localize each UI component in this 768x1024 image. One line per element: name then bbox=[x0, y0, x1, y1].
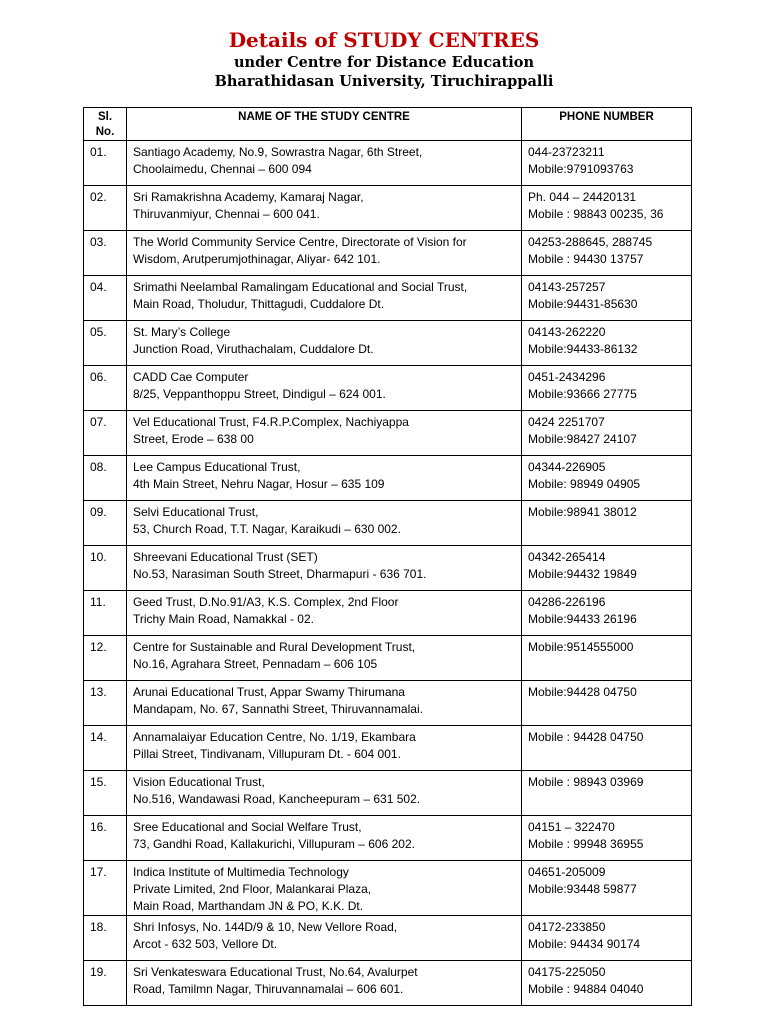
phone-line: Mobile : 98843 00235, 36 bbox=[528, 207, 664, 221]
centre-address-line: Srimathi Neelambal Ramalingam Educational and Social Trust, bbox=[133, 280, 468, 294]
centre-address-line: Arcot - 632 503, Vellore Dt. bbox=[133, 937, 278, 951]
centre-address-line: Street, Erode – 638 00 bbox=[133, 432, 254, 446]
cell-phone bbox=[522, 276, 692, 321]
phone-line: 04651-205009 bbox=[528, 865, 606, 879]
table-row bbox=[84, 726, 692, 771]
cell-phone bbox=[522, 681, 692, 726]
table-header-row bbox=[84, 108, 692, 141]
column-header-phone: PHONE NUMBER bbox=[522, 108, 692, 141]
cell-centre-name bbox=[127, 816, 522, 861]
table-row bbox=[84, 456, 692, 501]
centre-address-line: Sri Venkateswara Educational Trust, No.64, Avalurpet bbox=[133, 965, 418, 979]
cell-centre-name bbox=[127, 141, 522, 186]
phone-line: 04344-226905 bbox=[528, 460, 606, 474]
table-row bbox=[84, 276, 692, 321]
phone-line: 0424 2251707 bbox=[528, 415, 605, 429]
cell-centre-name bbox=[127, 546, 522, 591]
phone-line: Mobile:98427 24107 bbox=[528, 432, 637, 446]
centre-address-line: Indica Institute of Multimedia Technology bbox=[133, 865, 349, 879]
table-row bbox=[84, 771, 692, 816]
table-row bbox=[84, 591, 692, 636]
phone-line: 0451-2434296 bbox=[528, 370, 606, 384]
cell-centre-name bbox=[127, 231, 522, 276]
cell-phone bbox=[522, 726, 692, 771]
phone-line: Mobile:94428 04750 bbox=[528, 685, 637, 699]
phone-line: 04286-226196 bbox=[528, 595, 606, 609]
cell-sl-no: 01. bbox=[84, 141, 127, 186]
document-subtitle-institution: under Centre for Distance Education bbox=[233, 54, 534, 71]
cell-sl-no: 12. bbox=[84, 636, 127, 681]
centre-address-line: 8/25, Veppanthoppu Street, Dindigul – 624 001. bbox=[133, 387, 386, 401]
cell-sl-no: 11. bbox=[84, 591, 127, 636]
centre-address-line: CADD Cae Computer bbox=[133, 370, 249, 384]
phone-line: Mobile: 94434 90174 bbox=[528, 937, 641, 951]
centre-address-line: Private Limited, 2nd Floor, Malankarai Plaza, bbox=[133, 882, 372, 896]
centre-address-line: Sree Educational and Social Welfare Trust, bbox=[133, 820, 362, 834]
centre-address-line: Annamalaiyar Education Centre, No. 1/19, Ekambara bbox=[133, 730, 416, 744]
centre-address-line: Pillai Street, Tindivanam, Villupuram Dt. - 604 001. bbox=[133, 747, 401, 761]
centre-address-line: Road, Tamilmn Nagar, Thiruvannamalai – 606 601. bbox=[133, 982, 404, 996]
phone-line: 04172-233850 bbox=[528, 920, 606, 934]
table-row bbox=[84, 366, 692, 411]
cell-sl-no: 06. bbox=[84, 366, 127, 411]
centre-address-line: Main Road, Marthandam JN & PO, K.K. Dt. bbox=[133, 899, 364, 913]
phone-line: Mobile:94432 19849 bbox=[528, 567, 637, 581]
cell-phone bbox=[522, 961, 692, 1006]
centre-address-line: No.516, Wandawasi Road, Kancheepuram – 631 502. bbox=[133, 792, 421, 806]
cell-centre-name bbox=[127, 916, 522, 961]
table-row bbox=[84, 186, 692, 231]
centre-address-line: Selvi Educational Trust, bbox=[133, 505, 259, 519]
table-row bbox=[84, 681, 692, 726]
centre-address-line: 53, Church Road, T.T. Nagar, Karaikudi – 630 002. bbox=[133, 522, 401, 536]
cell-phone bbox=[522, 456, 692, 501]
cell-centre-name bbox=[127, 726, 522, 771]
centre-address-line: Vel Educational Trust, F4.R.P.Complex, Nachiyappa bbox=[133, 415, 409, 429]
cell-sl-no: 13. bbox=[84, 681, 127, 726]
centre-address-line: The World Community Service Centre, Directorate of Vision for bbox=[133, 235, 467, 249]
cell-sl-no: 19. bbox=[84, 961, 127, 1006]
phone-line: Mobile:98941 38012 bbox=[528, 505, 637, 519]
phone-line: Mobile : 98943 03969 bbox=[528, 775, 644, 789]
centre-address-line: Main Road, Tholudur, Thittagudi, Cuddalore Dt. bbox=[133, 297, 385, 311]
cell-centre-name bbox=[127, 861, 522, 916]
cell-phone bbox=[522, 231, 692, 276]
centre-address-line: 73, Gandhi Road, Kallakurichi, Villupuram – 606 202. bbox=[133, 837, 415, 851]
cell-phone bbox=[522, 636, 692, 681]
cell-sl-no: 02. bbox=[84, 186, 127, 231]
centre-address-line: No.53, Narasiman South Street, Dharmapuri - 636 701. bbox=[133, 567, 427, 581]
table-row bbox=[84, 816, 692, 861]
phone-line: Mobile : 94430 13757 bbox=[528, 252, 644, 266]
table-row bbox=[84, 961, 692, 1006]
phone-line: Mobile : 99948 36955 bbox=[528, 837, 644, 851]
phone-line: 04342-265414 bbox=[528, 550, 606, 564]
cell-centre-name bbox=[127, 186, 522, 231]
centre-address-line: Sri Ramakrishna Academy, Kamaraj Nagar, bbox=[133, 190, 364, 204]
phone-line: 04253-288645, 288745 bbox=[528, 235, 653, 249]
centre-address-line: Shreevani Educational Trust (SET) bbox=[133, 550, 318, 564]
cell-sl-no: 18. bbox=[84, 916, 127, 961]
centre-address-line: Wisdom, Arutperumjothinagar, Aliyar- 642 101. bbox=[133, 252, 381, 266]
cell-sl-no: 03. bbox=[84, 231, 127, 276]
cell-centre-name bbox=[127, 681, 522, 726]
cell-phone bbox=[522, 816, 692, 861]
cell-phone bbox=[522, 366, 692, 411]
document-subtitle-university: Bharathidasan University, Tiruchirappalli bbox=[214, 73, 554, 90]
centre-address-line: Santiago Academy, No.9, Sowrastra Nagar, 6th Street, bbox=[133, 145, 423, 159]
centre-address-line: Vision Educational Trust, bbox=[133, 775, 265, 789]
cell-phone bbox=[522, 141, 692, 186]
table-row bbox=[84, 546, 692, 591]
table-row bbox=[84, 501, 692, 546]
cell-centre-name bbox=[127, 456, 522, 501]
centre-address-line: Mandapam, No. 67, Sannathi Street, Thiruvannamalai. bbox=[133, 702, 423, 716]
table-row bbox=[84, 861, 692, 916]
cell-centre-name bbox=[127, 411, 522, 456]
cell-phone bbox=[522, 861, 692, 916]
table-row bbox=[84, 636, 692, 681]
centre-address-line: No.16, Agrahara Street, Pennadam – 606 105 bbox=[133, 657, 378, 671]
phone-line: Mobile:9791093763 bbox=[528, 162, 634, 176]
phone-line: Mobile:94433 26196 bbox=[528, 612, 637, 626]
phone-line: Mobile:93666 27775 bbox=[528, 387, 637, 401]
cell-phone bbox=[522, 186, 692, 231]
table-row bbox=[84, 231, 692, 276]
cell-sl-no: 17. bbox=[84, 861, 127, 916]
study-centres-table bbox=[83, 107, 692, 1006]
table-row bbox=[84, 916, 692, 961]
column-header-sl-no: Sl. No. bbox=[84, 108, 127, 141]
cell-sl-no: 10. bbox=[84, 546, 127, 591]
cell-phone bbox=[522, 591, 692, 636]
centre-address-line: 4th Main Street, Nehru Nagar, Hosur – 635 109 bbox=[133, 477, 385, 491]
cell-phone bbox=[522, 546, 692, 591]
cell-centre-name bbox=[127, 771, 522, 816]
centre-address-line: Geed Trust, D.No.91/A3, K.S. Complex, 2nd Floor bbox=[133, 595, 399, 609]
cell-sl-no: 07. bbox=[84, 411, 127, 456]
cell-centre-name bbox=[127, 276, 522, 321]
cell-phone bbox=[522, 501, 692, 546]
phone-line: 04143-257257 bbox=[528, 280, 606, 294]
cell-centre-name bbox=[127, 501, 522, 546]
phone-line: Mobile:94433-86132 bbox=[528, 342, 638, 356]
phone-line: Mobile: 98949 04905 bbox=[528, 477, 641, 491]
phone-line: 044-23723211 bbox=[528, 145, 605, 159]
cell-sl-no: 08. bbox=[84, 456, 127, 501]
centre-address-line: Trichy Main Road, Namakkal - 02. bbox=[133, 612, 314, 626]
phone-line: Ph. 044 – 24420131 bbox=[528, 190, 637, 204]
centre-address-line: Lee Campus Educational Trust, bbox=[133, 460, 301, 474]
centre-address-line: Arunai Educational Trust, Appar Swamy Thirumana bbox=[133, 685, 405, 699]
table-row bbox=[84, 411, 692, 456]
phone-line: 04151 – 322470 bbox=[528, 820, 615, 834]
centre-address-line: Junction Road, Viruthachalam, Cuddalore Dt. bbox=[133, 342, 374, 356]
cell-centre-name bbox=[127, 366, 522, 411]
phone-line: Mobile : 94428 04750 bbox=[528, 730, 644, 744]
cell-centre-name bbox=[127, 321, 522, 366]
centre-address-line: St. Mary’s College bbox=[133, 325, 231, 339]
phone-line: Mobile:94431-85630 bbox=[528, 297, 638, 311]
cell-sl-no: 09. bbox=[84, 501, 127, 546]
cell-phone bbox=[522, 771, 692, 816]
table-row bbox=[84, 321, 692, 366]
phone-line: Mobile : 94884 04040 bbox=[528, 982, 644, 996]
phone-line: Mobile:93448 59877 bbox=[528, 882, 637, 896]
cell-sl-no: 04. bbox=[84, 276, 127, 321]
centre-address-line: Thiruvanmiyur, Chennai – 600 041. bbox=[133, 207, 320, 221]
phone-line: 04175-225050 bbox=[528, 965, 606, 979]
column-header-centre-name: NAME OF THE STUDY CENTRE bbox=[127, 108, 522, 141]
centre-address-line: Choolaimedu, Chennai – 600 094 bbox=[133, 162, 312, 176]
phone-line: Mobile:9514555000 bbox=[528, 640, 634, 654]
cell-centre-name bbox=[127, 961, 522, 1006]
cell-sl-no: 16. bbox=[84, 816, 127, 861]
cell-centre-name bbox=[127, 636, 522, 681]
cell-phone bbox=[522, 321, 692, 366]
cell-phone bbox=[522, 916, 692, 961]
cell-sl-no: 15. bbox=[84, 771, 127, 816]
cell-phone bbox=[522, 411, 692, 456]
cell-sl-no: 05. bbox=[84, 321, 127, 366]
cell-sl-no: 14. bbox=[84, 726, 127, 771]
phone-line: 04143-262220 bbox=[528, 325, 606, 339]
document-title: Details of STUDY CENTRES bbox=[228, 28, 540, 52]
centre-address-line: Shri Infosys, No. 144D/9 & 10, New Vellore Road, bbox=[133, 920, 398, 934]
table-row bbox=[84, 141, 692, 186]
centre-address-line: Centre for Sustainable and Rural Development Trust, bbox=[133, 640, 416, 654]
cell-centre-name bbox=[127, 591, 522, 636]
